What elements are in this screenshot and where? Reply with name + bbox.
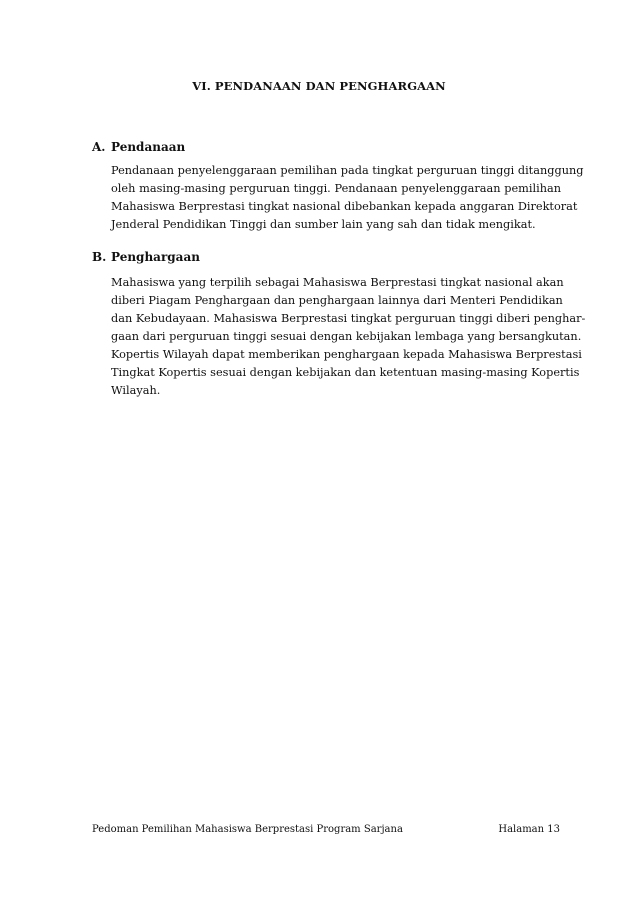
section-title: Pendanaan: [111, 140, 186, 154]
section-heading-pendanaan: [92, 140, 185, 154]
paragraph-line: Mahasiswa Berprestasi tingkat nasional dibebankan kepada anggaran Direktorat: [111, 200, 578, 213]
section-letter: B.: [92, 250, 107, 264]
paragraph-line: gaan dari perguruan tinggi sesuai dengan kebijakan lembaga yang bersangkutan.: [111, 330, 582, 343]
paragraph-line: dan Kebudayaan. Mahasiswa Berprestasi tingkat perguruan tinggi diberi penghar-: [111, 312, 586, 325]
chapter-title: VI. PENDANAAN DAN PENGHARGAAN: [192, 79, 446, 93]
paragraph-line: diberi Piagam Penghargaan dan penghargaan lainnya dari Menteri Pendidikan: [111, 294, 563, 307]
footer-page-number: Halaman 13: [498, 824, 560, 835]
paragraph-pendanaan: [111, 162, 584, 234]
paragraph-line: Wilayah.: [111, 384, 161, 397]
paragraph-line: Jenderal Pendidikan Tinggi dan sumber lain yang sah dan tidak mengikat.: [111, 218, 536, 231]
section-title: Penghargaan: [111, 250, 200, 264]
paragraph-line: Pendanaan penyelenggaraan pemilihan pada tingkat perguruan tinggi ditanggung: [111, 164, 584, 177]
paragraph-line: Kopertis Wilayah dapat memberikan penghargaan kepada Mahasiswa Berprestasi: [111, 348, 582, 361]
section-heading-penghargaan: [92, 250, 200, 264]
section-letter: A.: [92, 140, 106, 154]
paragraph-line: Mahasiswa yang terpilih sebagai Mahasiswa Berprestasi tingkat nasional akan: [111, 276, 564, 289]
paragraph-penghargaan: [111, 274, 586, 400]
footer-document-title: Pedoman Pemilihan Mahasiswa Berprestasi Program Sarjana: [92, 824, 403, 835]
paragraph-line: oleh masing-masing perguruan tinggi. Pendanaan penyelenggaraan pemilihan: [111, 182, 561, 195]
paragraph-line: Tingkat Kopertis sesuai dengan kebijakan dan ketentuan masing-masing Kopertis: [111, 366, 580, 379]
